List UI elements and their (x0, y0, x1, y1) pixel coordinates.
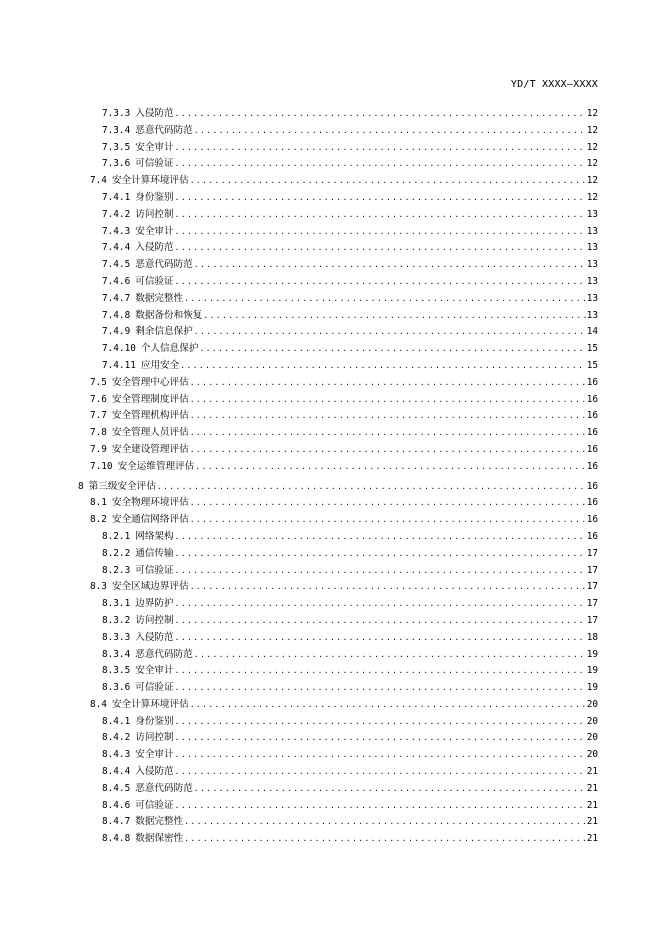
toc-entry-number: 7.7 (90, 410, 107, 422)
toc-entry-page-number: 16 (586, 427, 598, 439)
toc-entry-title: 安全管理人员评估 (111, 427, 189, 439)
toc-entry[interactable] (78, 479, 598, 496)
toc-entry-number: 8.4.2 (102, 732, 131, 744)
toc-entry-page-number: 13 (586, 275, 598, 287)
toc-entry-page-number: 17 (586, 598, 598, 610)
toc-entry-page-number: 19 (586, 682, 598, 694)
toc-entry[interactable] (78, 123, 598, 140)
toc-dot-leader (175, 798, 586, 815)
toc-entry-page-number: 16 (586, 393, 598, 405)
toc-entry-title: 通信传输 (135, 547, 174, 559)
toc-entry-page-number: 17 (586, 564, 598, 576)
toc-entry-page-number: 13 (586, 309, 598, 321)
toc-entry-number: 8.3.2 (102, 614, 131, 626)
toc-entry[interactable] (78, 546, 598, 563)
toc-entry-title: 可信验证 (135, 158, 174, 170)
toc-dot-leader (175, 680, 586, 697)
toc-entry-title: 访问控制 (135, 732, 174, 744)
toc-entry-page-number: 15 (586, 359, 598, 371)
toc-entry-page-number: 19 (586, 648, 598, 660)
toc-entry-number: 7.6 (90, 393, 107, 405)
toc-entry[interactable] (78, 747, 598, 764)
toc-entry-title: 安全计算环境评估 (111, 175, 189, 187)
toc-entry[interactable] (78, 647, 598, 664)
toc-entry-page-number: 21 (586, 833, 598, 845)
toc-dot-leader (175, 764, 586, 781)
toc-entry[interactable] (78, 442, 598, 459)
toc-entry-title: 入侵防范 (135, 242, 174, 254)
toc-entry-number: 7.4.9 (102, 326, 131, 338)
toc-entry-number: 8.2.1 (102, 530, 131, 542)
toc-entry[interactable] (78, 831, 598, 848)
toc-entry[interactable] (78, 274, 598, 291)
toc-entry-number: 8.3 (90, 581, 107, 593)
toc-dot-leader (199, 341, 585, 358)
toc-entry-page-number: 17 (586, 614, 598, 626)
toc-entry[interactable] (78, 308, 598, 325)
toc-entry-title: 安全管理中心评估 (111, 376, 189, 388)
toc-entry-title: 恶意代码防范 (135, 259, 193, 271)
toc-entry-number: 7.4.5 (102, 259, 131, 271)
toc-entry-number: 8.3.6 (102, 682, 131, 694)
toc-entry-number: 7.4.6 (102, 275, 131, 287)
toc-dot-leader (194, 324, 586, 341)
toc-entry-title: 入侵防范 (135, 108, 174, 119)
toc-entry-title: 访问控制 (135, 208, 174, 220)
toc-entry-number: 7.4.7 (102, 292, 131, 304)
toc-entry-title: 安全建设管理评估 (111, 443, 189, 455)
toc-entry-number: 7.4 (90, 175, 107, 187)
toc-dot-leader (190, 579, 586, 596)
toc-entry-page-number: 20 (586, 715, 598, 727)
toc-entry-number: 8.3.3 (102, 631, 131, 643)
toc-entry[interactable] (78, 697, 598, 714)
toc-entry-number: 7.4.10 (102, 343, 136, 355)
toc-entry-number: 7.4.11 (102, 359, 136, 371)
toc-entry[interactable] (78, 324, 598, 341)
toc-entry-page-number: 12 (586, 108, 598, 119)
toc-entry[interactable] (78, 596, 598, 613)
toc-dot-leader (190, 392, 586, 409)
toc-entry[interactable] (78, 240, 598, 257)
toc-dot-leader (175, 613, 586, 630)
toc-entry-page-number: 21 (586, 782, 598, 794)
toc-dot-leader (190, 697, 586, 714)
toc-dot-leader (175, 106, 586, 123)
toc-entry[interactable] (78, 341, 598, 358)
toc-dot-leader (195, 459, 585, 476)
toc-entry-number: 8.4.6 (102, 799, 131, 811)
toc-entry-page-number: 20 (586, 749, 598, 761)
toc-dot-leader (190, 495, 586, 512)
toc-dot-leader (157, 479, 586, 496)
toc-entry[interactable] (78, 291, 598, 308)
toc-entry[interactable] (78, 579, 598, 596)
toc-dot-leader (180, 358, 585, 375)
toc-dot-leader (194, 781, 586, 798)
toc-entry[interactable] (78, 630, 598, 647)
toc-entry[interactable] (78, 173, 598, 190)
toc-entry-page-number: 17 (586, 547, 598, 559)
toc-entry[interactable] (78, 529, 598, 546)
toc-dot-leader (184, 831, 586, 848)
toc-entry-number: 8.3.4 (102, 648, 131, 660)
toc-dot-leader (184, 291, 586, 308)
toc-entry-page-number: 20 (586, 698, 598, 710)
toc-entry-page-number: 13 (586, 208, 598, 220)
toc-entry-number: 7.4.3 (102, 225, 131, 237)
toc-entry-title: 安全审计 (135, 225, 174, 237)
toc-dot-leader (190, 442, 586, 459)
toc-entry[interactable] (78, 764, 598, 781)
toc-entry-title: 剩余信息保护 (135, 326, 193, 338)
toc-entry[interactable] (78, 613, 598, 630)
toc-entry[interactable] (78, 140, 598, 157)
toc-entry-number: 7.4.4 (102, 242, 131, 254)
toc-entry-number: 8.3.5 (102, 665, 131, 677)
toc-entry-page-number: 12 (586, 158, 598, 170)
toc-entry[interactable] (78, 392, 598, 409)
toc-entry-title: 个人信息保护 (140, 343, 199, 355)
toc-entry-number: 8.1 (90, 497, 107, 509)
toc-entry-page-number: 13 (586, 225, 598, 237)
toc-dot-leader (175, 596, 586, 613)
toc-dot-leader (175, 563, 586, 580)
toc-entry-title: 可信验证 (135, 564, 174, 576)
toc-entry-page-number: 21 (586, 816, 598, 828)
toc-entry[interactable] (78, 408, 598, 425)
toc-entry-title: 网络架构 (135, 530, 174, 542)
toc-entry-number: 8.2 (90, 514, 107, 526)
toc-entry-title: 可信验证 (135, 799, 174, 811)
toc-entry[interactable] (78, 563, 598, 580)
toc-dot-leader (190, 375, 586, 392)
toc-entry[interactable] (78, 730, 598, 747)
toc-dot-leader (175, 663, 586, 680)
toc-entry[interactable] (78, 156, 598, 173)
toc-dot-leader (175, 730, 586, 747)
toc-entry[interactable] (78, 781, 598, 798)
toc-entry-number: 7.5 (90, 376, 107, 388)
toc-dot-leader (190, 173, 586, 190)
toc-dot-leader (190, 408, 586, 425)
toc-entry[interactable] (78, 375, 598, 392)
toc-entry-title: 安全区域边界评估 (111, 581, 189, 593)
toc-entry-page-number: 12 (586, 175, 598, 187)
toc-entry[interactable] (78, 106, 598, 123)
toc-entry-title: 安全运维管理评估 (117, 460, 195, 472)
toc-entry[interactable] (78, 798, 598, 815)
toc-entry-title: 边界防护 (135, 598, 174, 610)
toc-entry-page-number: 16 (586, 480, 598, 492)
toc-entry[interactable] (78, 425, 598, 442)
toc-entry-number: 8.2.3 (102, 564, 131, 576)
toc-dot-leader (194, 647, 586, 664)
toc-entry-page-number: 17 (586, 581, 598, 593)
toc-entry-number: 7.3.3 (102, 108, 131, 119)
toc-entry-title: 访问控制 (135, 614, 174, 626)
toc-entry-title: 应用安全 (140, 359, 180, 371)
toc-entry-page-number: 12 (586, 141, 598, 153)
toc-entry-page-number: 18 (586, 631, 598, 643)
toc-entry[interactable] (78, 190, 598, 207)
toc-entry-title: 安全审计 (135, 749, 174, 761)
toc-entry-title: 安全审计 (135, 665, 174, 677)
toc-entry-number: 8.4.1 (102, 715, 131, 727)
toc-dot-leader (175, 747, 586, 764)
toc-dot-leader (190, 512, 586, 529)
toc-entry-title: 恶意代码防范 (135, 124, 193, 136)
toc-entry-number: 7.4.8 (102, 309, 131, 321)
toc-dot-leader (175, 140, 586, 157)
toc-entry-number: 7.4.2 (102, 208, 131, 220)
toc-entry-page-number: 12 (586, 124, 598, 136)
table-of-contents (78, 106, 598, 848)
toc-dot-leader (203, 308, 585, 325)
toc-entry-title: 数据备份和恢复 (135, 309, 203, 321)
toc-entry-number: 8.2.2 (102, 547, 131, 559)
toc-dot-leader (175, 190, 586, 207)
toc-entry-title: 恶意代码防范 (135, 648, 193, 660)
toc-entry-number: 7.4.1 (102, 191, 131, 203)
toc-entry-number: 8.4.8 (102, 833, 131, 845)
toc-entry-number: 8.4.3 (102, 749, 131, 761)
toc-entry-page-number: 16 (586, 410, 598, 422)
toc-dot-leader (175, 207, 586, 224)
toc-dot-leader (175, 714, 586, 731)
toc-dot-leader (175, 156, 586, 173)
toc-entry-page-number: 16 (586, 376, 598, 388)
toc-entry-page-number: 13 (586, 242, 598, 254)
toc-entry-number: 7.9 (90, 443, 107, 455)
toc-dot-leader (190, 425, 586, 442)
toc-entry-title: 安全物理环境评估 (111, 497, 189, 509)
toc-entry-title: 第三级安全评估 (88, 480, 156, 492)
toc-dot-leader (175, 546, 586, 563)
toc-entry-title: 安全通信网络评估 (111, 514, 189, 526)
toc-entry-number: 8.4.4 (102, 766, 131, 778)
toc-entry-number: 8.4 (90, 698, 107, 710)
toc-entry-page-number: 20 (586, 732, 598, 744)
document-code-header: YD/T XXXX—XXXX (510, 79, 598, 90)
toc-dot-leader (194, 123, 586, 140)
toc-entry-number: 7.3.4 (102, 124, 131, 136)
toc-entry-page-number: 13 (586, 292, 598, 304)
toc-entry[interactable] (78, 459, 598, 476)
toc-entry-page-number: 21 (586, 766, 598, 778)
toc-dot-leader (175, 630, 586, 647)
toc-dot-leader (175, 529, 586, 546)
toc-entry[interactable] (78, 358, 598, 375)
toc-entry-title: 入侵防范 (135, 631, 174, 643)
toc-entry-page-number: 21 (586, 799, 598, 811)
toc-entry[interactable] (78, 680, 598, 697)
toc-entry-page-number: 16 (586, 460, 598, 472)
toc-entry-title: 身份鉴别 (135, 715, 174, 727)
toc-dot-leader (175, 240, 586, 257)
toc-entry-title: 入侵防范 (135, 766, 174, 778)
toc-entry-number: 7.8 (90, 427, 107, 439)
toc-entry[interactable] (78, 257, 598, 274)
toc-entry-title: 数据完整性 (135, 816, 184, 828)
toc-entry[interactable] (78, 814, 598, 831)
toc-entry[interactable] (78, 207, 598, 224)
toc-entry-title: 数据保密性 (135, 833, 184, 845)
toc-entry[interactable] (78, 495, 598, 512)
toc-entry-page-number: 16 (586, 530, 598, 542)
toc-entry-title: 恶意代码防范 (135, 782, 193, 794)
toc-dot-leader (184, 814, 586, 831)
toc-entry-title: 可信验证 (135, 682, 174, 694)
toc-entry-page-number: 16 (586, 514, 598, 526)
toc-entry-page-number: 15 (586, 343, 598, 355)
toc-entry-title: 安全管理机构评估 (111, 410, 189, 422)
toc-entry-title: 安全管理制度评估 (111, 393, 189, 405)
toc-entry[interactable] (78, 663, 598, 680)
toc-entry-page-number: 14 (586, 326, 598, 338)
toc-entry[interactable] (78, 714, 598, 731)
toc-entry-number: 8.4.7 (102, 816, 131, 828)
toc-entry-number: 8 (78, 480, 84, 492)
toc-entry-number: 7.3.6 (102, 158, 131, 170)
toc-entry-title: 安全审计 (135, 141, 174, 153)
toc-entry-page-number: 13 (586, 259, 598, 271)
toc-entry-page-number: 16 (586, 497, 598, 509)
toc-entry-number: 7.3.5 (102, 141, 131, 153)
toc-entry-title: 可信验证 (135, 275, 174, 287)
toc-entry[interactable] (78, 512, 598, 529)
toc-entry-page-number: 19 (586, 665, 598, 677)
toc-entry-number: 8.3.1 (102, 598, 131, 610)
toc-entry-title: 数据完整性 (135, 292, 184, 304)
toc-entry-title: 身份鉴别 (135, 191, 174, 203)
toc-entry-page-number: 16 (586, 443, 598, 455)
toc-dot-leader (194, 257, 586, 274)
toc-entry[interactable] (78, 224, 598, 241)
toc-dot-leader (175, 274, 586, 291)
toc-entry-title: 安全计算环境评估 (111, 698, 189, 710)
toc-entry-number: 7.10 (90, 460, 113, 472)
toc-entry-number: 8.4.5 (102, 782, 131, 794)
toc-entry-page-number: 12 (586, 191, 598, 203)
toc-dot-leader (175, 224, 586, 241)
